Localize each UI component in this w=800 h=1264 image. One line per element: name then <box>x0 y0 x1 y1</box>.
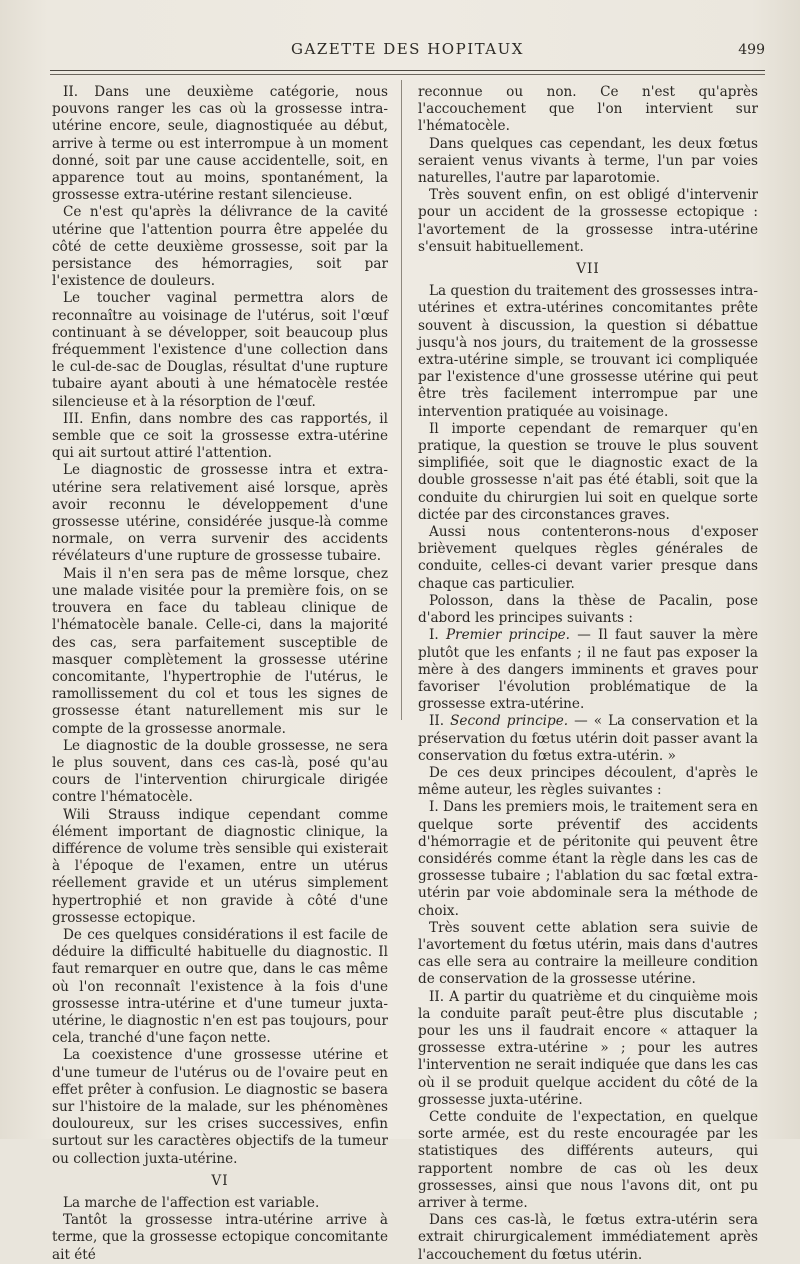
principle-number: I. <box>429 627 439 644</box>
paragraph: Ce n'est qu'après la délivrance de la cavité utérine que l'attention pourra être appelée du côté de cette deuxième grossesse, soit par la persistance des hémorragies, soit par l'existence de douleurs. <box>52 204 388 290</box>
principle-title: Second principe. <box>450 713 569 730</box>
principle-number: II. <box>429 713 445 730</box>
paragraph: De ces quelques considérations il est facile de déduire la difficulté habituelle du diagnostic. Il faut remarquer en outre que, dans le cas même où l'on reconnaît l'existence à la fois d'une grossesse intra-utérine et d'une tumeur juxta-utérine, le diagnostic n'en est pas toujours, pour cela, tranché d'une façon nette. <box>52 926 388 1047</box>
column-divider <box>401 80 402 720</box>
paragraph: I. Dans les premiers mois, le traitement sera en quelque sorte préventif des accidents d'hémorragie et de péritonite qui peuvent être considérés comme étant la règle dans les cas de grossesse tubaire ; l'ablation du sac fœtal extra-utérin par voie abdominale sera la méthode de choix. <box>418 799 758 919</box>
paragraph: La coexistence d'une grossesse utérine et d'une tumeur de l'utérus ou de l'ovaire peut en effet prêter à confusion. Le diagnostic se basera sur l'histoire de la malade, sur les phénomènes douloureux, sur les crises successives, enfin surtout sur les caractères objectifs de la tumeur ou collection juxta-utérine. <box>52 1047 388 1167</box>
left-column <box>52 84 388 1264</box>
paragraph: Cette conduite de l'expectation, en quelque sorte armée, est du reste encouragée par les statistiques des différents auteurs, qui rapportent nombre de cas où les deux grossesses, ainsi que nous l'avons dit, ont pu arriver à terme. <box>418 1108 758 1211</box>
principle-one <box>418 627 758 713</box>
paragraph: II. Dans une deuxième catégorie, nous pouvons ranger les cas où la grossesse intra-utérine encore, seule, diagnostiquée au début, arrive à terme ou est interrompue à un moment donné, soit par une cause accidentelle, soit, en apparence tout au moins, spontanément, la grossesse extra-utérine restant silencieuse. <box>52 84 388 204</box>
paragraph: Tantôt la grossesse intra-utérine arrive à terme, que la grossesse ectopique concomitante ait été <box>52 1212 388 1263</box>
paragraph: De ces deux principes découlent, d'après le même auteur, les règles suivantes : <box>418 764 758 799</box>
paragraph: Aussi nous contenterons-nous d'exposer brièvement quelques règles générales de conduite, celles-ci devant varier presque dans chaque cas particulier. <box>418 524 758 592</box>
principle-text: — « La conservation et la préservation du fœtus utérin doit passer avant la conservation du fœtus extra-utérin. » <box>418 713 758 764</box>
paragraph: Le diagnostic de la double grossesse, ne sera le plus souvent, dans ces cas-là, posé qu'au cours de l'intervention chirurgicale dirigée contre l'hématocèle. <box>52 737 388 806</box>
header-rule-thick <box>50 70 765 71</box>
paragraph: Polosson, dans la thèse de Pacalin, pose d'abord les principes suivants : <box>418 592 758 627</box>
paragraph: III. Enfin, dans nombre des cas rapportés, il semble que ce soit la grossesse extra-utérine qui ait surtout attiré l'attention. <box>52 410 388 462</box>
section-heading-vii: VII <box>576 261 600 278</box>
running-title: GAZETTE DES HOPITAUX <box>291 40 524 58</box>
paragraph: Dans ces cas-là, le fœtus extra-utérin sera extrait chirurgicalement immédiatement après l'accouchement du fœtus utérin. <box>418 1212 758 1263</box>
paragraph: II. A partir du quatrième et du cinquième mois la conduite paraît peut-être plus discutable ; pour les uns il faudrait encore « attaquer la grossesse extra-utérine » ; pour les autres l'intervention ne serait indiquée que dans les cas où il se produit quelque accident du côté de la grossesse juxta-utérine. <box>418 988 758 1108</box>
paragraph: Mais il n'en sera pas de même lorsque, chez une malade visitée pour la première fois, on se trouvera en face du tableau clinique de l'hématocèle banale. Celle-ci, dans la majorité des cas, sera parfaitement susceptible de masquer complètement la grossesse utérine concomitante, l'hypertrophie de l'utérus, le ramollissement du col et tous les signes de grossesse étant naturellement mis sur le compte de la grossesse anormale. <box>52 565 388 737</box>
paragraph: Dans quelques cas cependant, les deux fœtus seraient venus vivants à terme, l'un par voies naturelles, l'autre par laparotomie. <box>418 135 758 187</box>
paragraph: Il importe cependant de remarquer qu'en pratique, la question se trouve le plus souvent simplifiée, soit que le diagnostic exact de la double grossesse n'ait pas été établi, soit que la conduite du chirurgien lui soit en quelque sorte dictée par des circonstances graves. <box>418 420 758 523</box>
section-heading-vi: VI <box>211 1172 229 1189</box>
page-number: 499 <box>738 42 765 58</box>
header-rule-thin <box>50 74 765 75</box>
principle-text: — Il faut sauver la mère plutôt que les enfants ; il ne faut pas exposer la mère à des dangers imminents et graves pour favoriser l'évolution problématique de la grossesse extra-utérine. <box>418 627 758 713</box>
page-header <box>50 40 765 66</box>
paragraph: Le diagnostic de grossesse intra et extra-utérine sera relativement aisé lorsque, après avoir reconnu le développement d'une grossesse utérine, considérée jusque-là comme normale, on verra survenir des accidents révélateurs d'une rupture de grossesse tubaire. <box>52 462 388 565</box>
paragraph: Très souvent cette ablation sera suivie de l'avortement du fœtus utérin, mais dans d'autres cas elle sera au contraire la meilleure condition de conservation de la grossesse utérine. <box>418 919 758 988</box>
paragraph: Wili Strauss indique cependant comme élément important de diagnostic clinique, la différence de volume très sensible qui existerait à l'époque de l'examen, entre un utérus réellement gravide et un utérus simplement hypertrophié et non gravide à côté d'une grossesse ectopique. <box>52 806 388 926</box>
paragraph: La marche de l'affection est variable. <box>63 1195 320 1211</box>
paragraph: Très souvent enfin, on est obligé d'intervenir pour un accident de la grossesse ectopique : l'avortement de la grossesse intra-utérine s'ensuit habituellement. <box>418 187 758 255</box>
principle-title: Premier principe. <box>445 627 570 644</box>
paragraph: Le toucher vaginal permettra alors de reconnaître au voisinage de l'utérus, soit l'œuf continuant à se développer, soit beaucoup plus fréquemment l'existence d'une collection dans le cul-de-sac de Douglas, résultat d'une rupture tubaire ayant abouti à une hématocèle restée silencieuse et à la résorption de l'œuf. <box>52 290 388 410</box>
principle-two <box>418 713 758 765</box>
paragraph: reconnue ou non. Ce n'est qu'après l'accouchement que l'on intervient sur l'hématocèle. <box>418 84 758 135</box>
paragraph: La question du traitement des grossesses intra-utérines et extra-utérines concomitantes prête souvent à discussion, la question si débattue jusqu'à nos jours, du traitement de la grossesse extra-utérine simple, se trouvant ici compliquée par l'existence d'une grossesse utérine qui peut être très facilement interrompue par une intervention pratiquée au voisinage. <box>418 283 758 420</box>
right-column <box>418 84 758 1264</box>
